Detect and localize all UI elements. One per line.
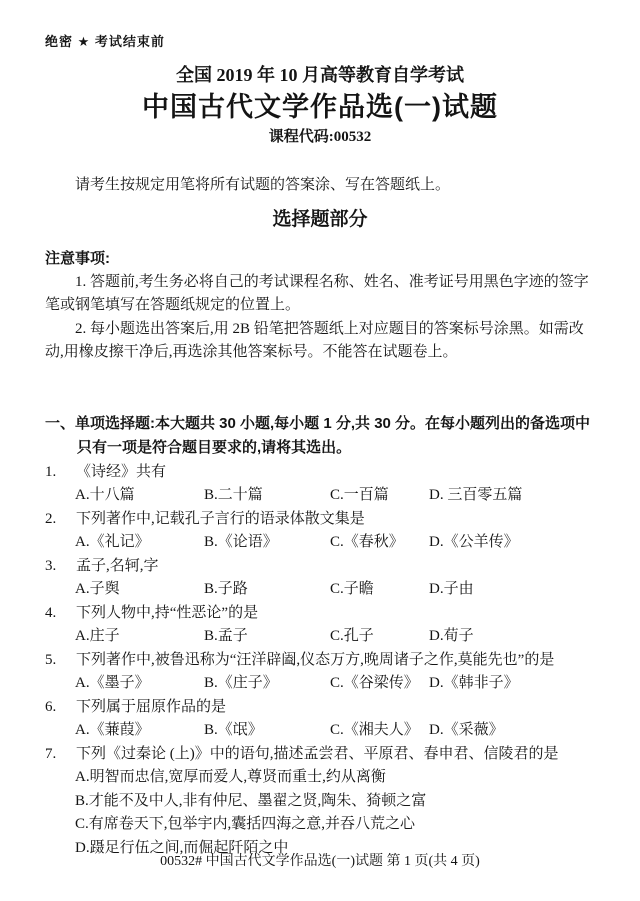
question-number: 3. — [45, 557, 57, 574]
option-d: D.《公羊传》 — [429, 534, 519, 550]
question-options — [45, 672, 595, 696]
option-a: A.子舆 — [75, 581, 120, 597]
option-b: B.才能不及中人,非有仲尼、墨翟之贤,陶朱、猗顿之富 — [75, 792, 427, 809]
question-number: 6. — [45, 698, 57, 715]
option-c: C.有席卷天下,包举宇内,囊括四海之意,并吞八荒之心 — [75, 816, 416, 832]
option-a: A.《墨子》 — [75, 675, 150, 691]
question — [45, 649, 595, 673]
question-number: 1. — [45, 463, 57, 480]
section-heading: 一、单项选择题:本大题共 30 小题,每小题 1 分,共 30 分。在每小题列出的备选项中只有一项是符合题目要求的,请将其选出。 — [45, 414, 591, 456]
question — [45, 602, 595, 626]
question-stem: 下列人物中,持“性恶论”的是 — [76, 604, 259, 621]
exam-session-title: 全国 2019 年 10 月高等教育自学考试 — [176, 64, 464, 85]
option-b: B.《论语》 — [204, 534, 278, 550]
question-options — [45, 766, 595, 860]
option-c: C.《谷梁传》 — [330, 675, 419, 691]
question — [45, 743, 595, 767]
option-c: C.《春秋》 — [330, 534, 404, 550]
question-stem: 下列《过秦论 (上)》中的语句,描述孟尝君、平原君、春申君、信陵君的是 — [76, 745, 559, 762]
question — [45, 508, 595, 532]
part-heading: 选择题部分 — [272, 209, 368, 230]
option-b: B.二十篇 — [204, 487, 263, 503]
option-c: C.《湘夫人》 — [330, 722, 419, 738]
option-c: C.子瞻 — [330, 581, 374, 597]
page-title: 中国古代文学作品选(一)试题 — [142, 91, 498, 122]
question-options — [45, 578, 595, 602]
security-classification-label: 绝密 ★ 考试结束前 — [45, 34, 165, 49]
question-stem: 《诗经》共有 — [76, 463, 167, 480]
question — [45, 461, 595, 485]
question-number: 7. — [45, 745, 57, 762]
option-a: A.《礼记》 — [75, 534, 150, 550]
question-list — [45, 461, 595, 861]
option-d: D. 三百零五篇 — [429, 487, 523, 503]
course-code: 课程代码:00532 — [268, 128, 372, 145]
option-a: A.《蒹葭》 — [75, 722, 150, 738]
answer-sheet-instruction: 请考生按规定用笔将所有试题的答案涂、写在答题纸上。 — [75, 176, 451, 193]
option-b: B.《庄子》 — [204, 675, 278, 691]
question — [45, 555, 595, 579]
note-item: 2. 每小题选出答案后,用 2B 铅笔把答题纸上对应题目的答案标号涂黑。如需改动,用橡皮擦干净后,再选涂其他答案标号。不能答在试题卷上。 — [45, 320, 584, 360]
option-d: D.《采薇》 — [429, 722, 504, 738]
question — [45, 696, 595, 720]
option-d: D.荀子 — [429, 628, 474, 644]
option-a: A.庄子 — [75, 628, 120, 644]
option-b: B.《氓》 — [204, 722, 263, 738]
question-stem: 下列著作中,被鲁迅称为“汪洋辟阖,仪态万方,晚周诸子之作,莫能先也”的是 — [76, 651, 555, 668]
option-c: C.孔子 — [330, 628, 374, 644]
note-item: 1. 答题前,考生务必将自己的考试课程名称、姓名、准考证号用黑色字迹的签字笔或钢笔填写在答题纸规定的位置上。 — [45, 273, 589, 313]
option-c: C.一百篇 — [330, 487, 389, 503]
question-stem: 下列属于屈原作品的是 — [76, 698, 227, 715]
option-d: D.《韩非子》 — [429, 675, 519, 691]
question-options — [45, 484, 595, 508]
question-number: 4. — [45, 604, 57, 621]
option-b: B.子路 — [204, 581, 248, 597]
notes-heading: 注意事项: — [45, 250, 110, 267]
question-options — [45, 531, 595, 555]
option-d: D.蹑足行伍之间,而倔起阡陌之中 — [75, 839, 289, 856]
question-number: 5. — [45, 651, 57, 668]
question-options — [45, 719, 595, 743]
option-a: A.十八篇 — [75, 487, 135, 503]
page-footer: 00532# 中国古代文学作品选(一)试题 第 1 页(共 4 页) — [160, 853, 480, 869]
question-number: 2. — [45, 510, 57, 527]
question-options — [45, 625, 595, 649]
option-b: B.孟子 — [204, 628, 248, 644]
option-a: A.明智而忠信,宽厚而爱人,尊贤而重士,约从离衡 — [75, 769, 386, 785]
option-d: D.子由 — [429, 581, 474, 597]
question-stem: 孟子,名轲,字 — [76, 557, 159, 574]
question-stem: 下列著作中,记载孔子言行的语录体散文集是 — [76, 510, 365, 527]
